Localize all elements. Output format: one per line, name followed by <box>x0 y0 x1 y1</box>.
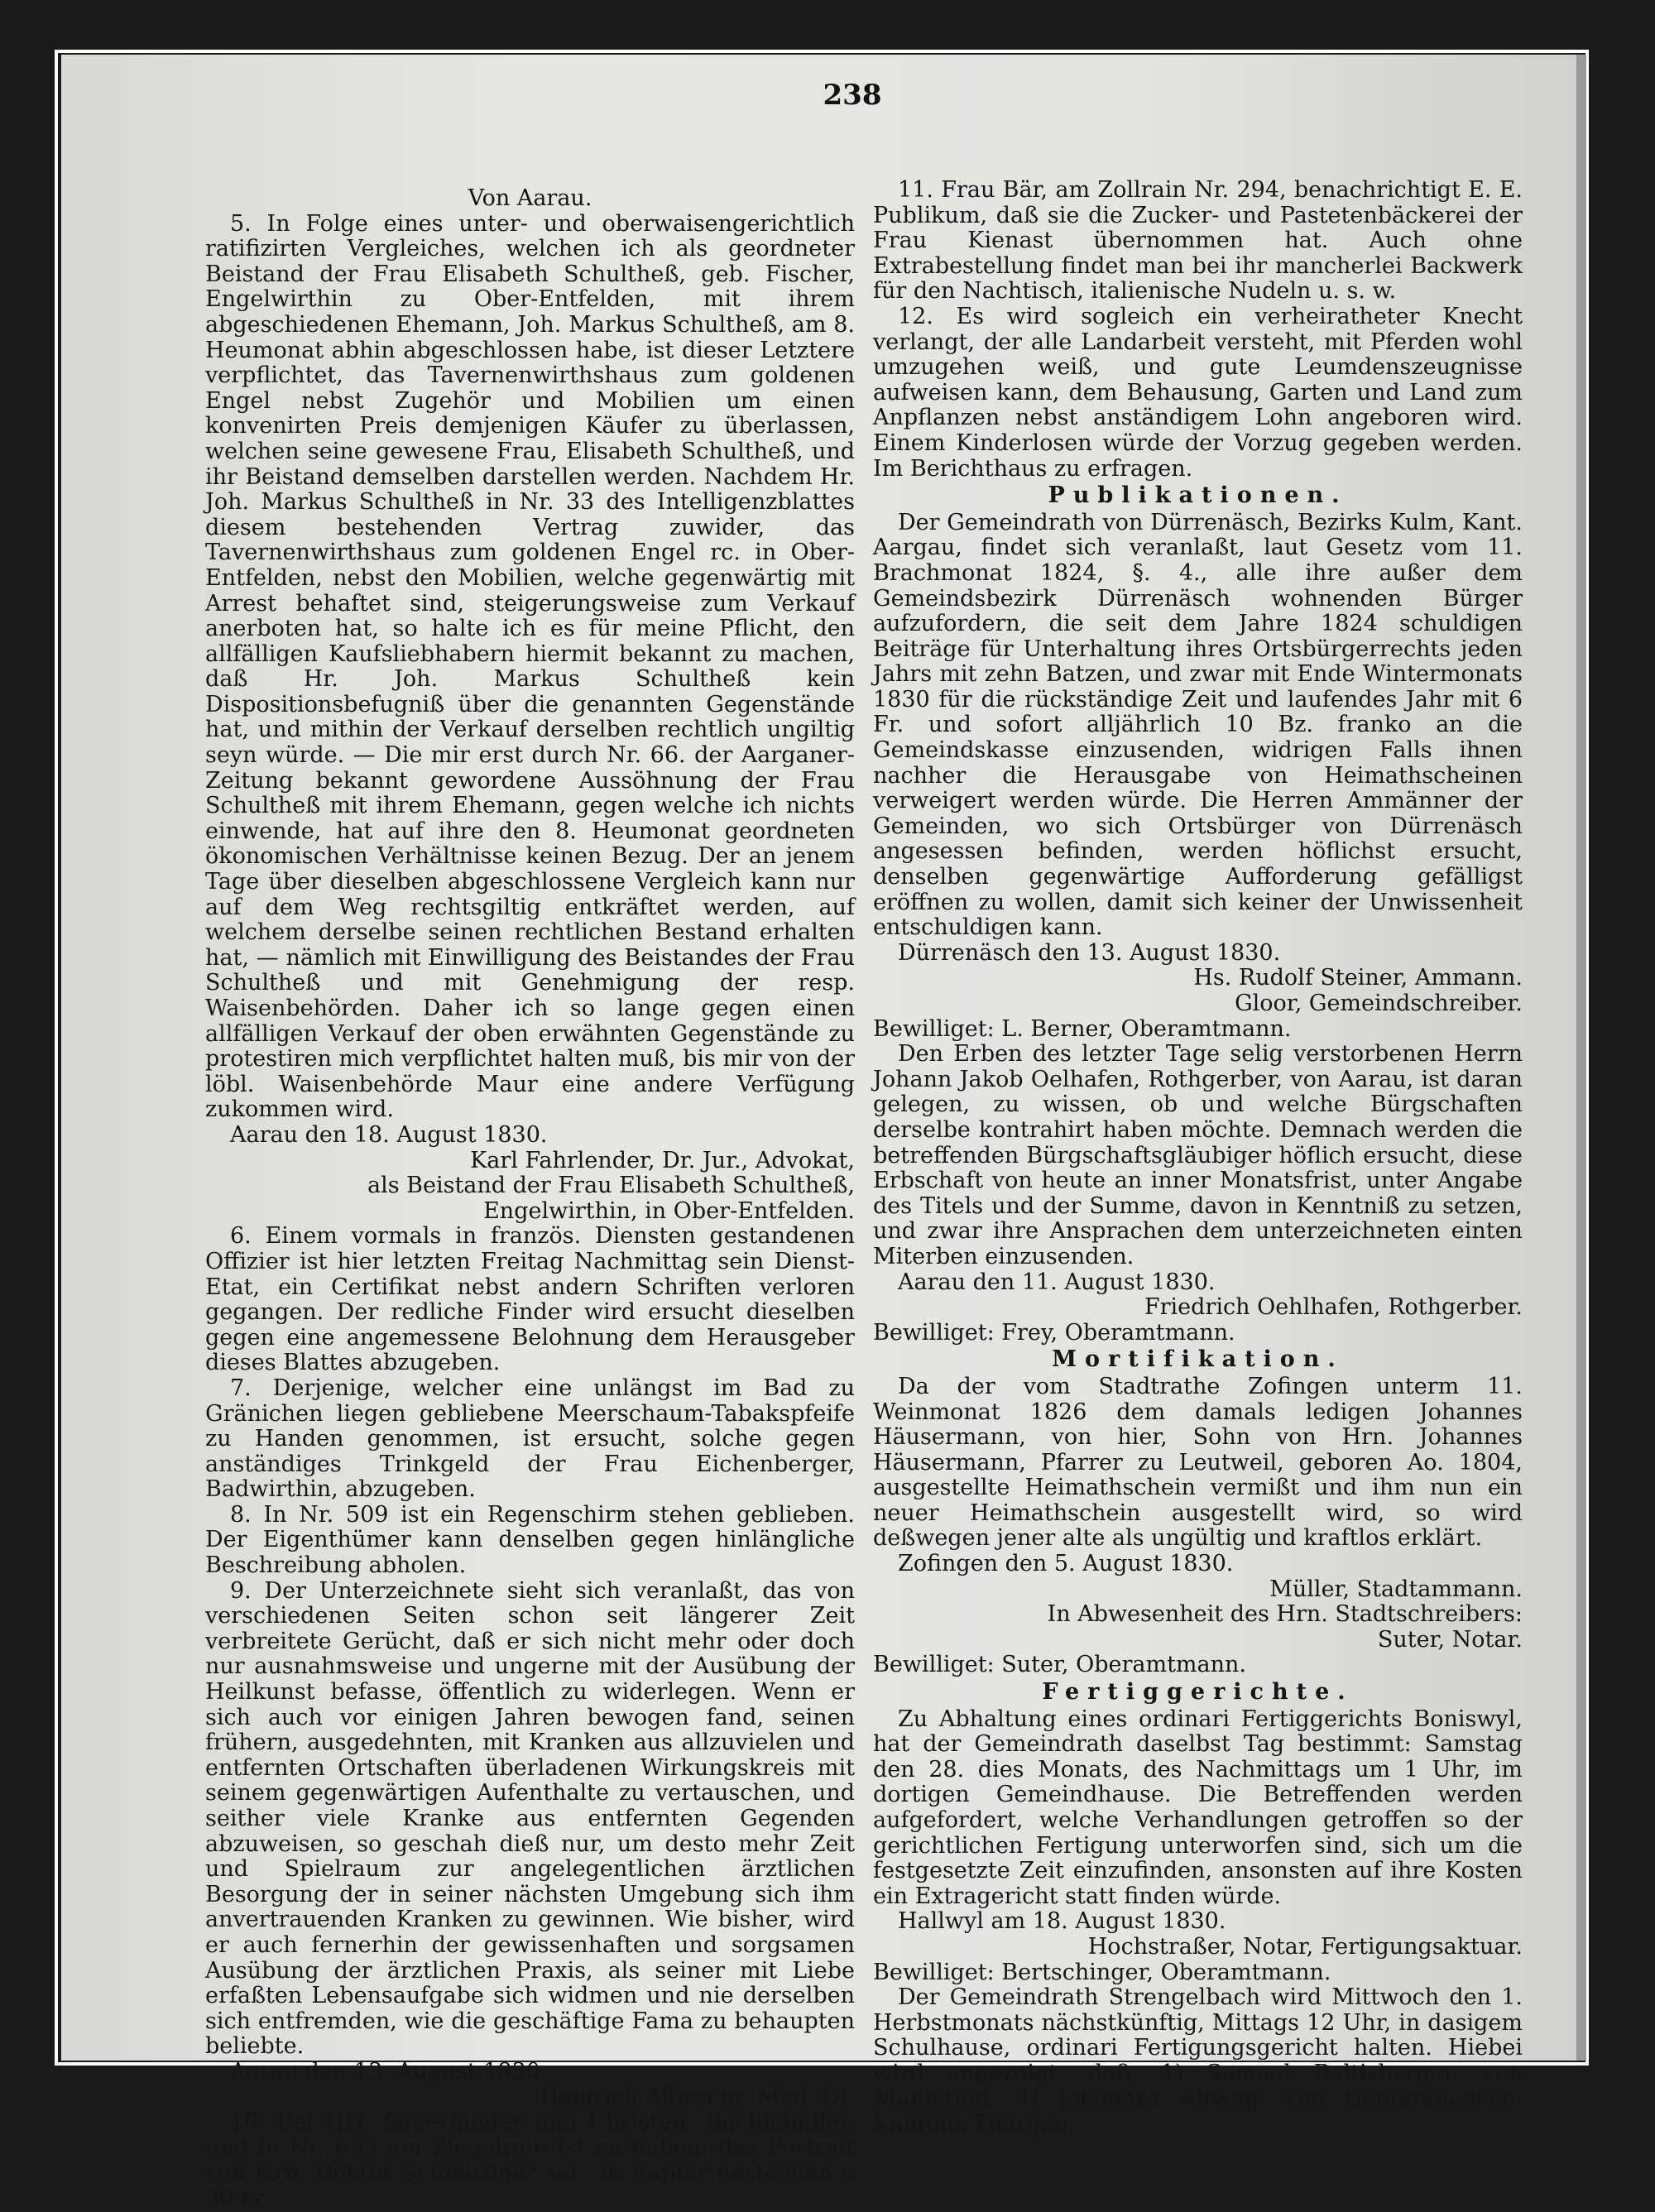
notice-5-date: Aarau den 18. August 1830. <box>230 1121 548 1148</box>
fertiggericht-1: Zu Abhaltung eines ordinari Fertiggerichts Boniswyl, hat der Gemeindrath daselbst Tag bestimmt: Samstag den 28. dies Monats, des Nachmittags um 1 Uhr, im dortigen Gemeindhause. Die Betreffenden werden aufgefordert, welche Verhandlungen getroffen so der gerichtlichen Fertigung unterworfen sind, sich um die festgesetzte Zeit einzufinden, ansonsten auf ihre Kosten ein Extragericht statt finden würde. <box>873 1706 1523 1909</box>
publication-1: Der Gemeindrath von Dürrenäsch, Bezirks Kulm, Kant. Aargau, findet sich veranlaßt, laut Gesetz vom 11. Brachmonat 1824, §. 4., alle ihre außer dem Gemeindsbezirk Dürrenäsch wohnenden Bürger aufzufordern, die seit dem Jahre 1824 schuldigen Beiträge für Unterhaltung ihres Ortsbürgerrechts jeden Jahrs mit zehn Batzen, und zwar mit Ende Wintermonats 1830 für die rückständige Zeit und laufendes Jahr mit 6 Fr. und sofort alljährlich 10 Bz. franko an die Gemeindskasse einzusenden, widrigen Falls ihnen nachher die Herausgabe von Heimathscheinen verweigert werden würde. Die Herren Ammänner der Gemeinden, wo sich Ortsbürger von Dürrenäsch angesessen befinden, werden höflichst ersucht, denselben gegenwärtige Aufforderung gefälligst eröffnen zu wollen, damit sich keiner der Unwissenheit entschuldigen kann. <box>873 509 1523 941</box>
notice-9-signature: Heinrich Albrecht, Med. Dr. <box>539 2084 855 2110</box>
publication-1-date: Dürrenäsch den 13. August 1830. <box>898 939 1281 966</box>
mortification-1: Da der vom Stadtrathe Zofingen unterm 11. Weinmonat 1826 dem damals ledigen Johannes Häusermann, von hier, Sohn von Hrn. Johannes Häusermann, Pfarrer zu Leutweil, geboren Ao. 1804, ausgestellte Heimathschein vermißt und ihm nun ein neuer Heimathschein ausgestellt wird, so wird deßwegen jener alte als ungültig und kraftlos erklärt. <box>873 1373 1523 1552</box>
notice-8: 8. In Nr. 509 ist ein Regenschirm stehen geblieben. Der Eigenthümer kann denselben gegen hinlängliche Beschreibung abholen. <box>205 1501 855 1579</box>
notice-9-date: Aarau den 13. August 1830. <box>230 2058 548 2085</box>
fertiggericht-1-date: Hallwyl am 18. August 1830. <box>898 1908 1226 1935</box>
section-heading-von-aarau: Von Aarau. <box>468 185 592 211</box>
notice-5-signature-2: als Beistand der Frau Elisabeth Schultheß, <box>367 1173 855 1199</box>
publication-2-signature: Friedrich Oehlhafen, Rothgerber. <box>1144 1294 1523 1321</box>
mortification-1-signature-1: Müller, Stadtammann. <box>1269 1576 1523 1602</box>
publication-2-approval: Bewilliget: Frey, Oberamtmann. <box>873 1319 1235 1346</box>
publication-1-signature-2: Gloor, Gemeindschreiber. <box>1235 991 1523 1016</box>
page-number: 238 <box>823 79 882 112</box>
right-column <box>873 178 1523 2138</box>
section-heading-mortifikation: Mortifikation. <box>1052 1346 1344 1373</box>
notice-5: 5. In Folge eines unter- und oberwaisengerichtlich ratifizirten Vergleiches, welchen ich als geordneter Beistand der Frau Elisabeth Schultheß, geb. Fischer, Engelwirthin zu Ober-Entfelden, mit ihrem abgeschiedenen Ehemann, Joh. Markus Schultheß, am 8. Heumonat abhin abgeschlossen habe, ist dieser Letztere verpflichtet, das Tavernenwirthshaus zum goldenen Engel nebst Zugehör und Mobilien um einen konvenirten Preis demjenigen Käufer zu überlassen, welchen seine gewesene Frau, Elisabeth Schultheß, und ihr Beistand demselben darstellen werden. Nachdem Hr. Joh. Markus Schultheß in Nr. 33 des Intelligenzblattes diesem bestehenden Vertrag zuwider, das Tavernenwirthshaus zum goldenen Engel rc. in Ober-Entfelden, nebst den Mobilien, welche gegenwärtig mit Arrest behaftet sind, steigerungsweise zum Verkauf anerboten hat, so halte ich es für meine Pflicht, den allfälligen Kaufsliebhabern hiermit bekannt zu machen, daß Hr. Joh. Markus Schultheß kein Dispositionsbefugniß über die genannten Gegenstände hat, und mithin der Verkauf derselben rechtlich ungiltig seyn würde. — Die mir erst durch Nr. 66. der Aarganer-Zeitung bekannt gewordene Aussöhnung der Frau Schultheß mit ihrem Ehemann, gegen welche ich nichts einwende, hat auf ihre den 8. Heumonat geordneten ökonomischen Verhältnisse keinen Bezug. Der an jenem Tage über dieselben abgeschlossene Vergleich kann nur auf dem Weg rechtsgiltig entkräftet werden, auf welchem derselbe seinen rechtlichen Bestand erhalten hat, — nämlich mit Einwilligung des Beistandes der Frau Schultheß und mit Genehmigung der resp. Waisenbehörden. Daher ich so lange gegen einen allfälligen Verkauf der oben erwähnten Gegenstände zu protestiren mich verpflichtet halten muß, bis mir von der löbl. Waisenbehörde Maur eine andere Verfügung zukommen wird. <box>205 210 855 1123</box>
mortification-1-signature-2: In Abwesenheit des Hrn. Stadtschreibers: <box>1047 1601 1523 1628</box>
publication-1-signature-1: Hs. Rudolf Steiner, Ammann. <box>1193 965 1523 991</box>
page-edge <box>1576 55 1586 2061</box>
left-column <box>205 186 855 2212</box>
section-heading-publikationen: Publikationen. <box>1048 482 1348 509</box>
mortification-1-signature-3: Suter, Notar. <box>1377 1626 1523 1653</box>
notice-5-signature-3: Engelwirthin, in Ober-Entfelden. <box>483 1197 855 1224</box>
notice-5-signature-1: Karl Fahrlender, Dr. Jur., Advokat, <box>470 1147 855 1173</box>
mortification-1-approval: Bewilliget: Suter, Oberamtmann. <box>873 1652 1246 1678</box>
notice-6: 6. Einem vormals in französ. Diensten gestandenen Offizier ist hier letzten Freitag Nachmittag sein Dienst-Etat, ein Certifikat nebst andern Schriften verloren gegangen. Der redliche Finder wird ersucht dieselben gegen eine angemessene Belohnung dem Herausgeber dieses Blattes abzugeben. <box>205 1223 855 1376</box>
publication-2-date: Aarau den 11. August 1830. <box>898 1269 1216 1295</box>
publication-2: Den Erben des letzter Tage selig verstorbenen Herrn Johann Jakob Oelhafen, Rothgerber, von Aarau, ist daran gelegen, zu wissen, ob und welche Bürgschaften derselbe kontrahirt haben möchte. Demnach werden die betreffenden Bürgschaftsgläubiger höflich ersucht, diese Erbschaft von heute an inner Monatsfrist, unter Angabe des Titels und der Summe, davon in Kenntniß zu setzen, und zwar ihre Ansprachen dem unterzeichneten einten Miterben einzusenden. <box>873 1041 1523 1269</box>
fertiggericht-1-approval: Bewilliget: Bertschinger, Oberamtmann. <box>873 1959 1331 1985</box>
scan-border-left <box>55 50 58 2066</box>
fertiggericht-1-signature: Hochstraßer, Notar, Fertigungsaktuar. <box>1087 1933 1523 1960</box>
notice-10: 10. Bei HH. Sauerländer und Christen, Buchhändler, und in Nr. 655 am Ziegelrain ist zu haben: das Portrait von Hrn. Doktor Schmuziger sel., in Kupfer gestochen à 30 kr. <box>205 2109 855 2211</box>
section-heading-fertiggerichte: Fertiggerichte. <box>1042 1679 1354 1706</box>
fertiggericht-2: Der Gemeindrath Strengelbach wird Mittwoch den 1. Herbstmonats nächstkünftig, Mittags 12 Uhr, in dasigem Schulhause, ordinari Fertigungsgericht halten. Hiebei wird angezeigt: daß, 1) Samuel Baltisberger, von Mühlethal; 2) Johannes Altweg, von Gontershausen, Kantons Thurgau, <box>873 1984 1523 2138</box>
notice-12: 12. Es wird sogleich ein verheiratheter Knecht verlangt, der alle Landarbeit versteht, mit Pferden wohl umzugehen weiß, und gute Leumdenszeugnisse aufweisen kann, dem Behausung, Garten und Land zum Anpflanzen nebst anständigem Lohn angeboren wird. Einem Kinderlosen würde der Vorzug gegeben werden. Im Berichthaus zu erfragen. <box>873 303 1523 482</box>
notice-9: 9. Der Unterzeichnete sieht sich veranlaßt, das von verschiedenen Seiten schon seit längerer Zeit verbreitete Gerücht, daß er sich nicht mehr oder doch nur ausnahmsweise und ungerne mit der Ausübung der Heilkunst befasse, öffentlich zu widerlegen. Wenn er sich auch vor einigen Jahren bewogen fand, seinen frühern, ausgedehnten, mit Kranken aus allzuvielen und entfernten Ortschaften überladenen Wirkungskreis mit seinem gegenwärtigen Aufenthalte zu vertauschen, und seither viele Kranke aus entfernten Gegenden abzuweisen, so geschah dieß nur, um desto mehr Zeit und Spielraum zur angelegentlichen ärztlichen Besorgung der in seiner nächsten Umgebung sich ihm anvertrauenden Kranken zu gewinnen. Wie bisher, wird er auch fernerhin der gewissenhaften und sorgsamen Ausübung der ärztlichen Praxis, als seiner mit Liebe erfaßten Lebensaufgabe sich widmen und nie derselben sich entfremden, wie die geschäftige Fama zu behaupten beliebte. <box>205 1577 855 2060</box>
scan-border-top <box>58 50 1589 53</box>
notice-11: 11. Frau Bär, am Zollrain Nr. 294, benachrichtigt E. E. Publikum, daß sie die Zucker- und Pastetenbäckerei der Frau Kienast übernommen hat. Auch ohne Extrabestellung findet man bei ihr mancherlei Backwerk für den Nachtisch, italienische Nudeln u. s. w. <box>873 177 1523 305</box>
mortification-1-date: Zofingen den 5. August 1830. <box>898 1551 1234 1577</box>
notice-7: 7. Derjenige, welcher eine unlängst im Bad zu Gränichen liegen gebliebene Meerschaum-Tabakspfeife zu Handen genommen, ist ersucht, solche gegen anständiges Trinkgeld der Frau Eichenberger, Badwirthin, abzugeben. <box>205 1375 855 1503</box>
publication-1-approval: Bewilliget: L. Berner, Oberamtmann. <box>873 1015 1292 1042</box>
